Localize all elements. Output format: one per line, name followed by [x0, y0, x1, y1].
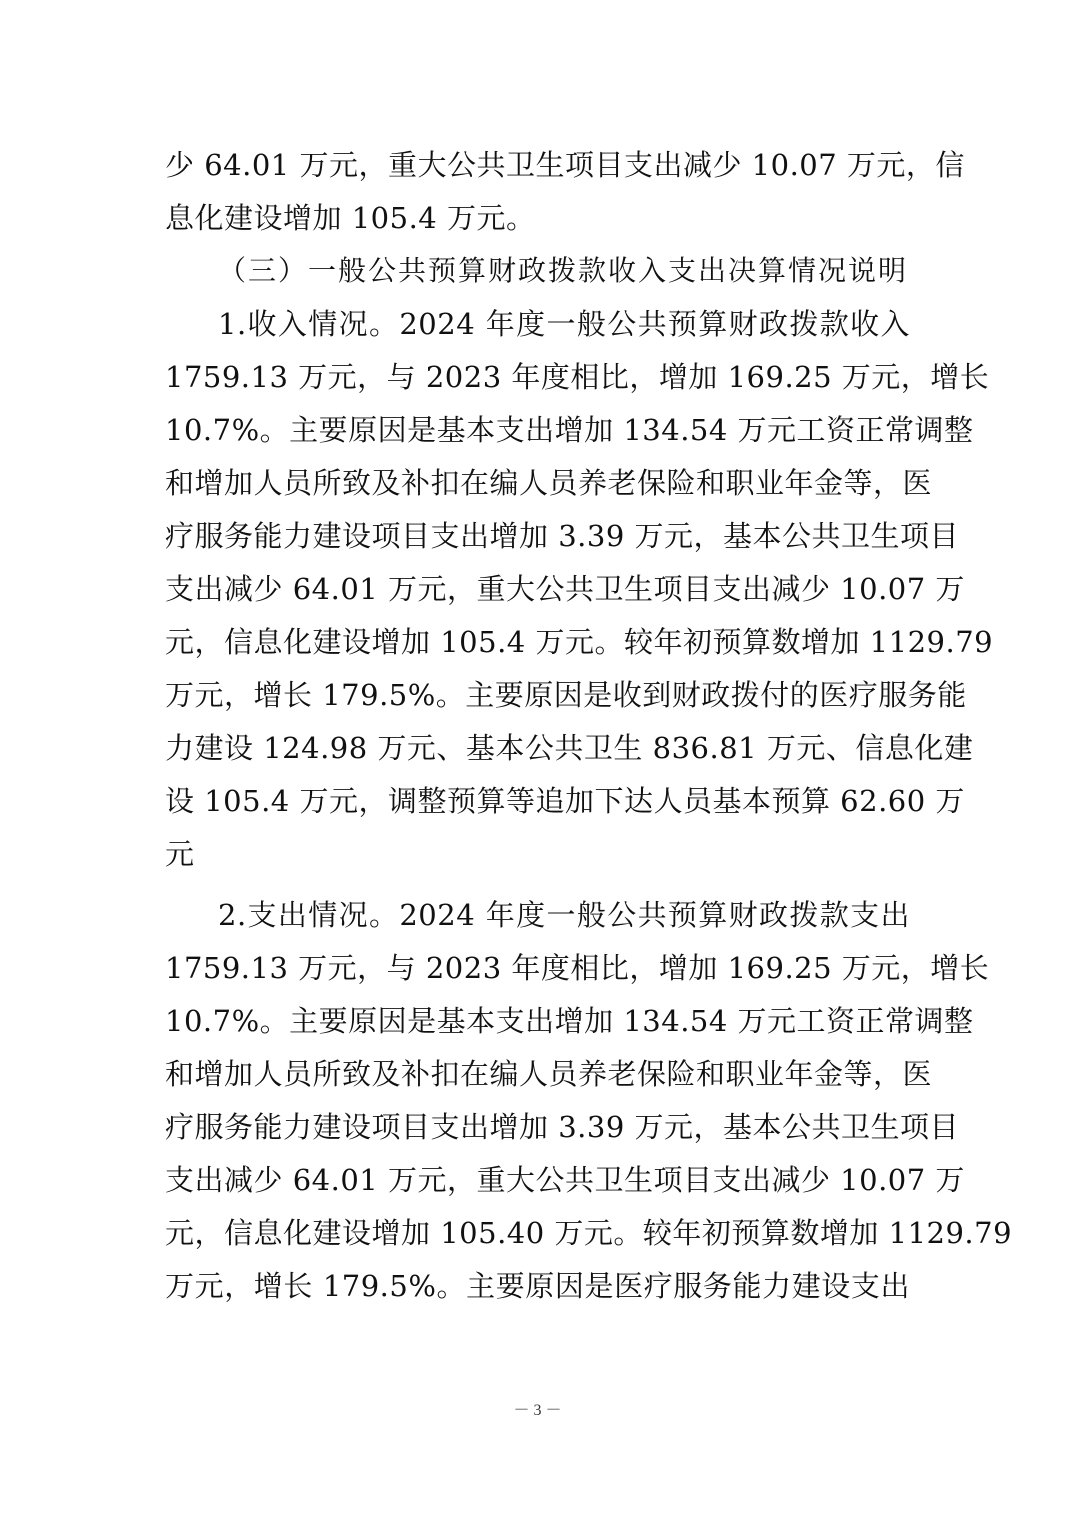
- paragraph-first-line: 2.支出情况。2024 年度一般公共预算财政拨款支出: [218, 898, 910, 932]
- text-line: 疗服务能力建设项目支出增加 3.39 万元，基本公共卫生项目: [165, 519, 960, 553]
- text-line: 1759.13 万元，与 2023 年度相比，增加 169.25 万元，增长: [165, 951, 990, 985]
- text-line: 万元，增长 179.5%。主要原因是收到财政拨付的医疗服务能: [165, 678, 967, 712]
- section-heading: （三）一般公共预算财政拨款收入支出决算情况说明: [218, 254, 909, 287]
- paragraph-first-line: 1.收入情况。2024 年度一般公共预算财政拨款收入: [218, 307, 910, 341]
- text-line: 万元，增长 179.5%。主要原因是医疗服务能力建设支出: [165, 1269, 910, 1303]
- text-line: 元，信息化建设增加 105.4 万元。较年初预算数增加 1129.79: [165, 625, 994, 659]
- text-line: 支出减少 64.01 万元，重大公共卫生项目支出减少 10.07 万: [165, 572, 965, 606]
- page-number: － 3 －: [513, 1402, 562, 1419]
- text-line: 支出减少 64.01 万元，重大公共卫生项目支出减少 10.07 万: [165, 1163, 965, 1197]
- text-line: 疗服务能力建设项目支出增加 3.39 万元，基本公共卫生项目: [165, 1110, 960, 1144]
- text-line: 元，信息化建设增加 105.40 万元。较年初预算数增加 1129.79: [165, 1216, 1013, 1250]
- text-line: 力建设 124.98 万元、基本公共卫生 836.81 万元、信息化建: [165, 731, 974, 765]
- text-line: 少 64.01 万元，重大公共卫生项目支出减少 10.07 万元，信: [165, 148, 965, 182]
- text-line: 设 105.4 万元，调整预算等追加下达人员基本预算 62.60 万: [165, 784, 965, 818]
- text-line: 元: [165, 837, 195, 871]
- text-line: 息化建设增加 105.4 万元。: [165, 201, 536, 235]
- text-line: 和增加人员所致及补扣在编人员养老保险和职业年金等，医: [165, 1057, 933, 1091]
- text-line: 和增加人员所致及补扣在编人员养老保险和职业年金等，医: [165, 466, 933, 500]
- text-line: 10.7%。主要原因是基本支出增加 134.54 万元工资正常调整: [165, 413, 974, 447]
- text-line: 10.7%。主要原因是基本支出增加 134.54 万元工资正常调整: [165, 1004, 974, 1038]
- text-line: 1759.13 万元，与 2023 年度相比，增加 169.25 万元，增长: [165, 360, 990, 394]
